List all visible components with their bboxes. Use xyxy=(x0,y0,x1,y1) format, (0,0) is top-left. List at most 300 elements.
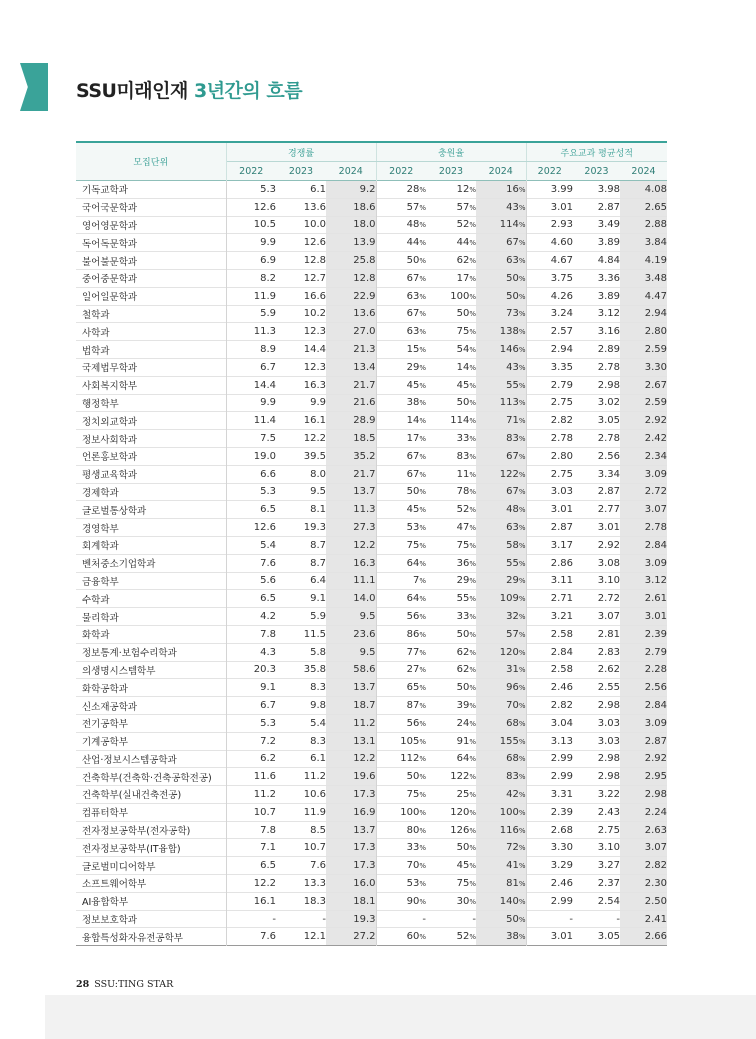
row-unit-name: 융합특성화자유전공학부 xyxy=(76,928,226,946)
fill-rate-value: 57 xyxy=(506,628,519,640)
percent-sign: % xyxy=(469,826,476,835)
gpa-cell: 2.78 xyxy=(550,433,573,445)
fill-rate-cell xyxy=(476,643,526,661)
fill-rate-cell xyxy=(426,323,476,341)
row-unit-name: 경제학과 xyxy=(76,483,226,501)
table-row xyxy=(76,483,667,501)
gpa-cell: 4.67 xyxy=(550,255,573,267)
percent-sign: % xyxy=(419,257,426,266)
gpa-cell: 2.94 xyxy=(620,305,667,323)
competition-cell: 8.9 xyxy=(260,344,276,356)
percent-sign: % xyxy=(518,933,526,942)
competition-cell: 10.7 xyxy=(253,806,276,818)
gpa-cell: 2.42 xyxy=(620,430,667,448)
fill-rate-cell xyxy=(376,714,426,732)
percent-sign: % xyxy=(518,399,526,408)
gpa-cell: 2.79 xyxy=(620,643,667,661)
fill-rate-value: 50 xyxy=(456,682,470,694)
gpa-cell: 2.82 xyxy=(620,857,667,875)
competition-cell: 18.6 xyxy=(326,198,376,216)
competition-cell: 6.5 xyxy=(260,504,276,516)
gpa-cell: 3.75 xyxy=(550,272,573,284)
fill-rate-value: 78 xyxy=(456,486,470,498)
percent-sign: % xyxy=(419,346,426,355)
percent-sign: % xyxy=(518,702,526,710)
competition-cell: 7.6 xyxy=(310,860,326,872)
competition-cell: 13.6 xyxy=(326,305,376,323)
competition-cell: 21.6 xyxy=(326,394,376,412)
gpa-cell: 2.98 xyxy=(597,771,620,783)
fill-rate-value: 33 xyxy=(406,842,420,854)
fill-rate-value: 56 xyxy=(406,611,420,623)
competition-cell: 5.9 xyxy=(310,611,326,623)
fill-rate-cell xyxy=(376,875,426,893)
fill-rate-value: 83 xyxy=(506,771,519,783)
percent-sign: % xyxy=(419,684,426,693)
header-year: 2023 xyxy=(573,162,620,181)
percent-sign: % xyxy=(518,185,526,194)
percent-sign: % xyxy=(419,755,426,764)
row-unit-name: 기계공학부 xyxy=(76,732,226,750)
table-row xyxy=(76,447,667,465)
fill-rate-cell xyxy=(376,252,426,270)
gpa-cell: 3.03 xyxy=(597,717,620,729)
percent-sign: % xyxy=(419,559,426,568)
gpa-cell: 2.98 xyxy=(597,379,620,391)
fill-rate-cell xyxy=(426,554,476,572)
competition-cell: 11.9 xyxy=(303,806,326,818)
percent-sign: % xyxy=(419,577,426,586)
percent-sign: % xyxy=(469,541,476,550)
fill-rate-cell xyxy=(426,465,476,483)
row-unit-name: 신소재공학과 xyxy=(76,697,226,715)
fill-rate-value: 63 xyxy=(506,522,519,534)
row-unit-name: 의생명시스템학부 xyxy=(76,661,226,679)
gpa-cell: 3.01 xyxy=(550,504,573,516)
percent-sign: % xyxy=(419,666,426,675)
fill-rate-cell xyxy=(426,857,476,875)
competition-cell: 28.9 xyxy=(326,412,376,430)
gpa-cell: 3.16 xyxy=(597,326,620,338)
fill-rate-cell xyxy=(426,821,476,839)
header-competition: 경쟁률 xyxy=(226,142,376,162)
percent-sign: % xyxy=(518,257,526,266)
header-year: 2023 xyxy=(276,162,326,181)
percent-sign: % xyxy=(469,239,476,248)
fill-rate-value: 28 xyxy=(406,183,420,195)
fill-rate-cell: - xyxy=(472,913,476,925)
fill-rate-value: 43 xyxy=(506,361,519,373)
fill-rate-cell xyxy=(476,661,526,679)
competition-cell: 21.3 xyxy=(326,341,376,359)
fill-rate-value: 57 xyxy=(456,201,470,213)
fill-rate-value: 126 xyxy=(450,824,470,836)
fill-rate-cell xyxy=(376,928,426,946)
fill-rate-value: 58 xyxy=(506,539,519,551)
percent-sign: % xyxy=(518,808,526,817)
percent-sign: % xyxy=(518,221,526,230)
competition-cell: 17.3 xyxy=(326,786,376,804)
fill-rate-value: 14 xyxy=(456,361,470,373)
competition-cell: 11.4 xyxy=(253,415,276,427)
fill-rate-cell xyxy=(426,519,476,537)
fill-rate-value: 52 xyxy=(456,931,470,943)
gpa-cell: 2.46 xyxy=(550,682,573,694)
percent-sign: % xyxy=(469,719,476,728)
fill-rate-value: 43 xyxy=(506,201,519,213)
fill-rate-value: 50 xyxy=(456,397,470,409)
competition-cell: 9.8 xyxy=(310,700,326,711)
fill-rate-value: 68 xyxy=(506,717,519,729)
competition-cell: 7.8 xyxy=(260,824,276,836)
competition-cell: 13.4 xyxy=(326,358,376,376)
gpa-cell: 3.98 xyxy=(597,183,620,195)
fill-rate-cell xyxy=(476,892,526,910)
fill-rate-cell xyxy=(476,928,526,946)
gpa-cell: 2.78 xyxy=(597,433,620,445)
percent-sign: % xyxy=(518,470,526,479)
percent-sign: % xyxy=(518,879,526,888)
competition-cell: 19.3 xyxy=(326,910,376,928)
table-row xyxy=(76,910,667,928)
header-gpa: 주요교과 평균성적 xyxy=(526,142,667,162)
competition-cell: 16.9 xyxy=(326,803,376,821)
gpa-cell: 2.39 xyxy=(620,625,667,643)
gpa-cell: 3.07 xyxy=(620,839,667,857)
fill-rate-cell xyxy=(426,394,476,412)
fill-rate-cell xyxy=(426,661,476,679)
competition-cell: 12.6 xyxy=(253,522,276,534)
fill-rate-value: 120 xyxy=(499,646,519,658)
competition-cell: 7.6 xyxy=(260,557,276,569)
percent-sign: % xyxy=(518,274,526,283)
gpa-cell: 2.50 xyxy=(620,892,667,910)
table-row xyxy=(76,430,667,448)
competition-cell: 16.0 xyxy=(326,875,376,893)
gpa-cell: 4.26 xyxy=(550,290,573,302)
fill-rate-value: 109 xyxy=(499,593,519,605)
gpa-cell: - xyxy=(616,913,620,925)
gpa-cell: 3.30 xyxy=(620,358,667,376)
percent-sign: % xyxy=(518,915,526,924)
gpa-cell: 3.09 xyxy=(620,714,667,732)
fill-rate-cell xyxy=(376,430,426,448)
percent-sign: % xyxy=(419,613,426,622)
percent-sign: % xyxy=(518,559,526,568)
percent-sign: % xyxy=(518,381,526,390)
percent-sign: % xyxy=(469,506,476,515)
gpa-cell: 2.82 xyxy=(550,700,573,711)
fill-rate-value: 48 xyxy=(406,219,420,231)
gpa-cell: 2.56 xyxy=(597,450,620,462)
table-row xyxy=(76,323,667,341)
competition-cell: 12.2 xyxy=(326,536,376,554)
gpa-cell: 2.67 xyxy=(620,376,667,394)
percent-sign: % xyxy=(469,346,476,355)
competition-cell: 17.3 xyxy=(326,857,376,875)
gpa-cell: 2.93 xyxy=(550,219,573,231)
fill-rate-value: 17 xyxy=(456,272,470,284)
fill-rate-cell xyxy=(376,590,426,608)
fill-rate-cell xyxy=(376,323,426,341)
fill-rate-value: 67 xyxy=(506,486,519,498)
table-row xyxy=(76,287,667,305)
row-unit-name: 철학과 xyxy=(76,305,226,323)
gpa-cell: 2.41 xyxy=(620,910,667,928)
percent-sign: % xyxy=(469,648,476,657)
percent-sign: % xyxy=(518,506,526,515)
percent-sign: % xyxy=(419,452,426,461)
gpa-cell: 2.37 xyxy=(597,877,620,889)
fill-rate-cell xyxy=(476,305,526,323)
fill-rate-value: 41 xyxy=(506,860,519,872)
fill-rate-value: 52 xyxy=(456,219,470,231)
fill-rate-cell xyxy=(376,661,426,679)
percent-sign: % xyxy=(419,435,426,444)
gpa-cell: 2.99 xyxy=(550,895,573,907)
competition-cell: 6.7 xyxy=(260,700,276,711)
row-unit-name: 행정학부 xyxy=(76,394,226,412)
fill-rate-value: 54 xyxy=(456,344,470,356)
row-unit-name: 독어독문학과 xyxy=(76,234,226,252)
competition-cell: 13.6 xyxy=(303,201,326,213)
fill-rate-cell xyxy=(426,341,476,359)
fill-rate-value: 67 xyxy=(406,450,420,462)
gpa-cell: 2.71 xyxy=(550,593,573,605)
header-year: 2024 xyxy=(620,162,667,181)
gpa-cell: 2.98 xyxy=(597,700,620,711)
percent-sign: % xyxy=(469,879,476,888)
competition-cell: 12.2 xyxy=(253,877,276,889)
table-row xyxy=(76,857,667,875)
fill-rate-cell xyxy=(476,732,526,750)
fill-rate-cell xyxy=(476,750,526,768)
competition-cell: 10.2 xyxy=(303,308,326,320)
fill-rate-cell xyxy=(376,697,426,715)
gpa-cell: 3.04 xyxy=(550,717,573,729)
fill-rate-value: 44 xyxy=(406,237,420,249)
competition-cell: 39.5 xyxy=(303,450,326,462)
fill-rate-value: 56 xyxy=(406,717,420,729)
percent-sign: % xyxy=(518,435,526,444)
fill-rate-cell xyxy=(376,181,426,199)
fill-rate-value: 38 xyxy=(406,397,420,409)
percent-sign: % xyxy=(419,719,426,728)
competition-cell: 9.5 xyxy=(326,643,376,661)
percent-sign: % xyxy=(469,790,476,799)
fill-rate-cell xyxy=(476,181,526,199)
competition-cell: 14.4 xyxy=(253,379,276,391)
fill-rate-cell xyxy=(476,341,526,359)
row-unit-name: 정보통계·보험수리학과 xyxy=(76,643,226,661)
gpa-cell: 3.02 xyxy=(597,397,620,409)
fill-rate-value: 73 xyxy=(506,308,519,320)
fill-rate-cell xyxy=(376,269,426,287)
fill-rate-value: 122 xyxy=(499,468,519,480)
percent-sign: % xyxy=(419,203,426,212)
gpa-cell: 3.29 xyxy=(550,860,573,872)
percent-sign: % xyxy=(419,808,426,817)
competition-cell: 18.1 xyxy=(326,892,376,910)
fill-rate-value: 63 xyxy=(506,255,519,267)
fill-rate-cell xyxy=(376,554,426,572)
fill-rate-cell xyxy=(376,198,426,216)
gpa-cell: 2.66 xyxy=(620,928,667,946)
fill-rate-cell xyxy=(426,269,476,287)
gpa-cell: 3.12 xyxy=(597,308,620,320)
fill-rate-value: 64 xyxy=(456,753,470,765)
percent-sign: % xyxy=(518,203,526,212)
percent-sign: % xyxy=(469,933,476,942)
competition-cell: 27.2 xyxy=(326,928,376,946)
competition-cell: 6.9 xyxy=(260,255,276,267)
percent-sign: % xyxy=(469,684,476,693)
title-main: SSU미래인재 xyxy=(76,80,188,102)
table-row xyxy=(76,341,667,359)
row-unit-name: 정치외교학과 xyxy=(76,412,226,430)
competition-cell: 6.2 xyxy=(260,753,276,765)
table-row xyxy=(76,679,667,697)
fill-rate-cell xyxy=(426,287,476,305)
percent-sign: % xyxy=(518,346,526,355)
row-unit-name: 벤처중소기업학과 xyxy=(76,554,226,572)
fill-rate-value: 47 xyxy=(456,522,470,534)
gpa-cell: 3.10 xyxy=(597,842,620,854)
row-unit-name: 수학과 xyxy=(76,590,226,608)
gpa-cell: 3.12 xyxy=(620,572,667,590)
gpa-cell: 2.34 xyxy=(620,447,667,465)
fill-rate-value: 75 xyxy=(456,539,470,551)
percent-sign: % xyxy=(518,613,526,622)
fill-rate-value: 48 xyxy=(506,504,519,516)
fill-rate-cell xyxy=(476,536,526,554)
competition-cell: 7.8 xyxy=(260,628,276,640)
competition-cell: 6.4 xyxy=(310,575,326,587)
fill-rate-cell xyxy=(376,376,426,394)
gpa-cell: 2.94 xyxy=(550,344,573,356)
percent-sign: % xyxy=(469,613,476,622)
fill-rate-value: 83 xyxy=(456,450,470,462)
competition-cell: 23.6 xyxy=(326,625,376,643)
competition-cell: 16.6 xyxy=(303,290,326,302)
table-row xyxy=(76,643,667,661)
gpa-cell: 3.01 xyxy=(597,522,620,534)
gpa-cell: 3.34 xyxy=(597,468,620,480)
fill-rate-cell xyxy=(376,608,426,626)
competition-cell: 9.1 xyxy=(310,593,326,605)
fill-rate-value: 64 xyxy=(406,557,420,569)
competition-cell: 10.7 xyxy=(303,842,326,854)
fill-rate-cell xyxy=(426,412,476,430)
gpa-cell: 3.48 xyxy=(620,269,667,287)
gpa-cell: 2.77 xyxy=(597,504,620,516)
table-row xyxy=(76,928,667,946)
gpa-cell: 2.78 xyxy=(597,361,620,373)
table-row xyxy=(76,465,667,483)
fill-rate-value: 29 xyxy=(406,361,420,373)
competition-cell: 13.7 xyxy=(326,821,376,839)
page-footer xyxy=(76,979,173,990)
fill-rate-value: 30 xyxy=(456,895,470,907)
gpa-cell: 2.99 xyxy=(550,753,573,765)
competition-cell: 20.3 xyxy=(253,664,276,676)
gpa-cell: 3.01 xyxy=(550,201,573,213)
gpa-cell: 2.86 xyxy=(550,557,573,569)
fill-rate-cell xyxy=(376,465,426,483)
fill-rate-value: 36 xyxy=(456,557,470,569)
percent-sign: % xyxy=(518,488,526,497)
fill-rate-cell xyxy=(376,501,426,519)
fill-rate-cell xyxy=(376,305,426,323)
percent-sign: % xyxy=(469,257,476,266)
fill-rate-value: 33 xyxy=(456,611,470,623)
gpa-cell: 3.07 xyxy=(620,501,667,519)
fill-rate-cell xyxy=(426,501,476,519)
competition-cell: 6.5 xyxy=(260,593,276,605)
percent-sign: % xyxy=(469,185,476,194)
competition-cell: 5.4 xyxy=(310,717,326,729)
percent-sign: % xyxy=(419,185,426,194)
gpa-cell: 4.60 xyxy=(550,237,573,249)
fill-rate-cell xyxy=(476,910,526,928)
competition-cell: 9.5 xyxy=(326,608,376,626)
gpa-cell: 2.81 xyxy=(597,628,620,640)
percent-sign: % xyxy=(419,897,426,906)
gpa-cell: 3.27 xyxy=(597,860,620,872)
fill-rate-cell xyxy=(476,394,526,412)
fill-rate-cell xyxy=(476,697,526,715)
fill-rate-cell xyxy=(476,590,526,608)
fill-rate-value: 50 xyxy=(456,628,470,640)
fill-rate-cell xyxy=(476,803,526,821)
percent-sign: % xyxy=(419,399,426,408)
competition-cell: 18.5 xyxy=(326,430,376,448)
fill-rate-cell xyxy=(376,839,426,857)
header-year: 2024 xyxy=(476,162,526,181)
gpa-cell: 2.43 xyxy=(597,806,620,818)
percent-sign: % xyxy=(469,399,476,408)
competition-cell: 12.6 xyxy=(253,201,276,213)
fill-rate-cell xyxy=(426,786,476,804)
percent-sign: % xyxy=(469,221,476,230)
gpa-cell: 3.30 xyxy=(550,842,573,854)
competition-cell: 7.1 xyxy=(260,842,276,854)
fill-rate-cell xyxy=(476,430,526,448)
competition-cell: 8.7 xyxy=(310,557,326,569)
row-unit-name: AI융합학부 xyxy=(76,892,226,910)
competition-cell: 16.3 xyxy=(303,379,326,391)
fill-rate-value: 75 xyxy=(456,326,470,338)
table-row xyxy=(76,786,667,804)
fill-rate-cell xyxy=(476,376,526,394)
competition-cell: 18.7 xyxy=(326,697,376,715)
gpa-cell: 2.30 xyxy=(620,875,667,893)
table-row xyxy=(76,234,667,252)
row-unit-name: 화학공학과 xyxy=(76,679,226,697)
fill-rate-cell xyxy=(476,323,526,341)
fill-rate-value: 138 xyxy=(499,326,519,338)
competition-cell: 12.2 xyxy=(326,750,376,768)
fill-rate-value: 29 xyxy=(456,575,470,587)
competition-cell: 4.3 xyxy=(260,646,276,658)
table-row xyxy=(76,608,667,626)
percent-sign: % xyxy=(419,933,426,942)
gpa-cell: 2.84 xyxy=(550,646,573,658)
fill-rate-value: 100 xyxy=(450,290,470,302)
gpa-cell: 3.17 xyxy=(550,539,573,551)
fill-rate-cell xyxy=(476,234,526,252)
fill-rate-cell xyxy=(426,679,476,697)
